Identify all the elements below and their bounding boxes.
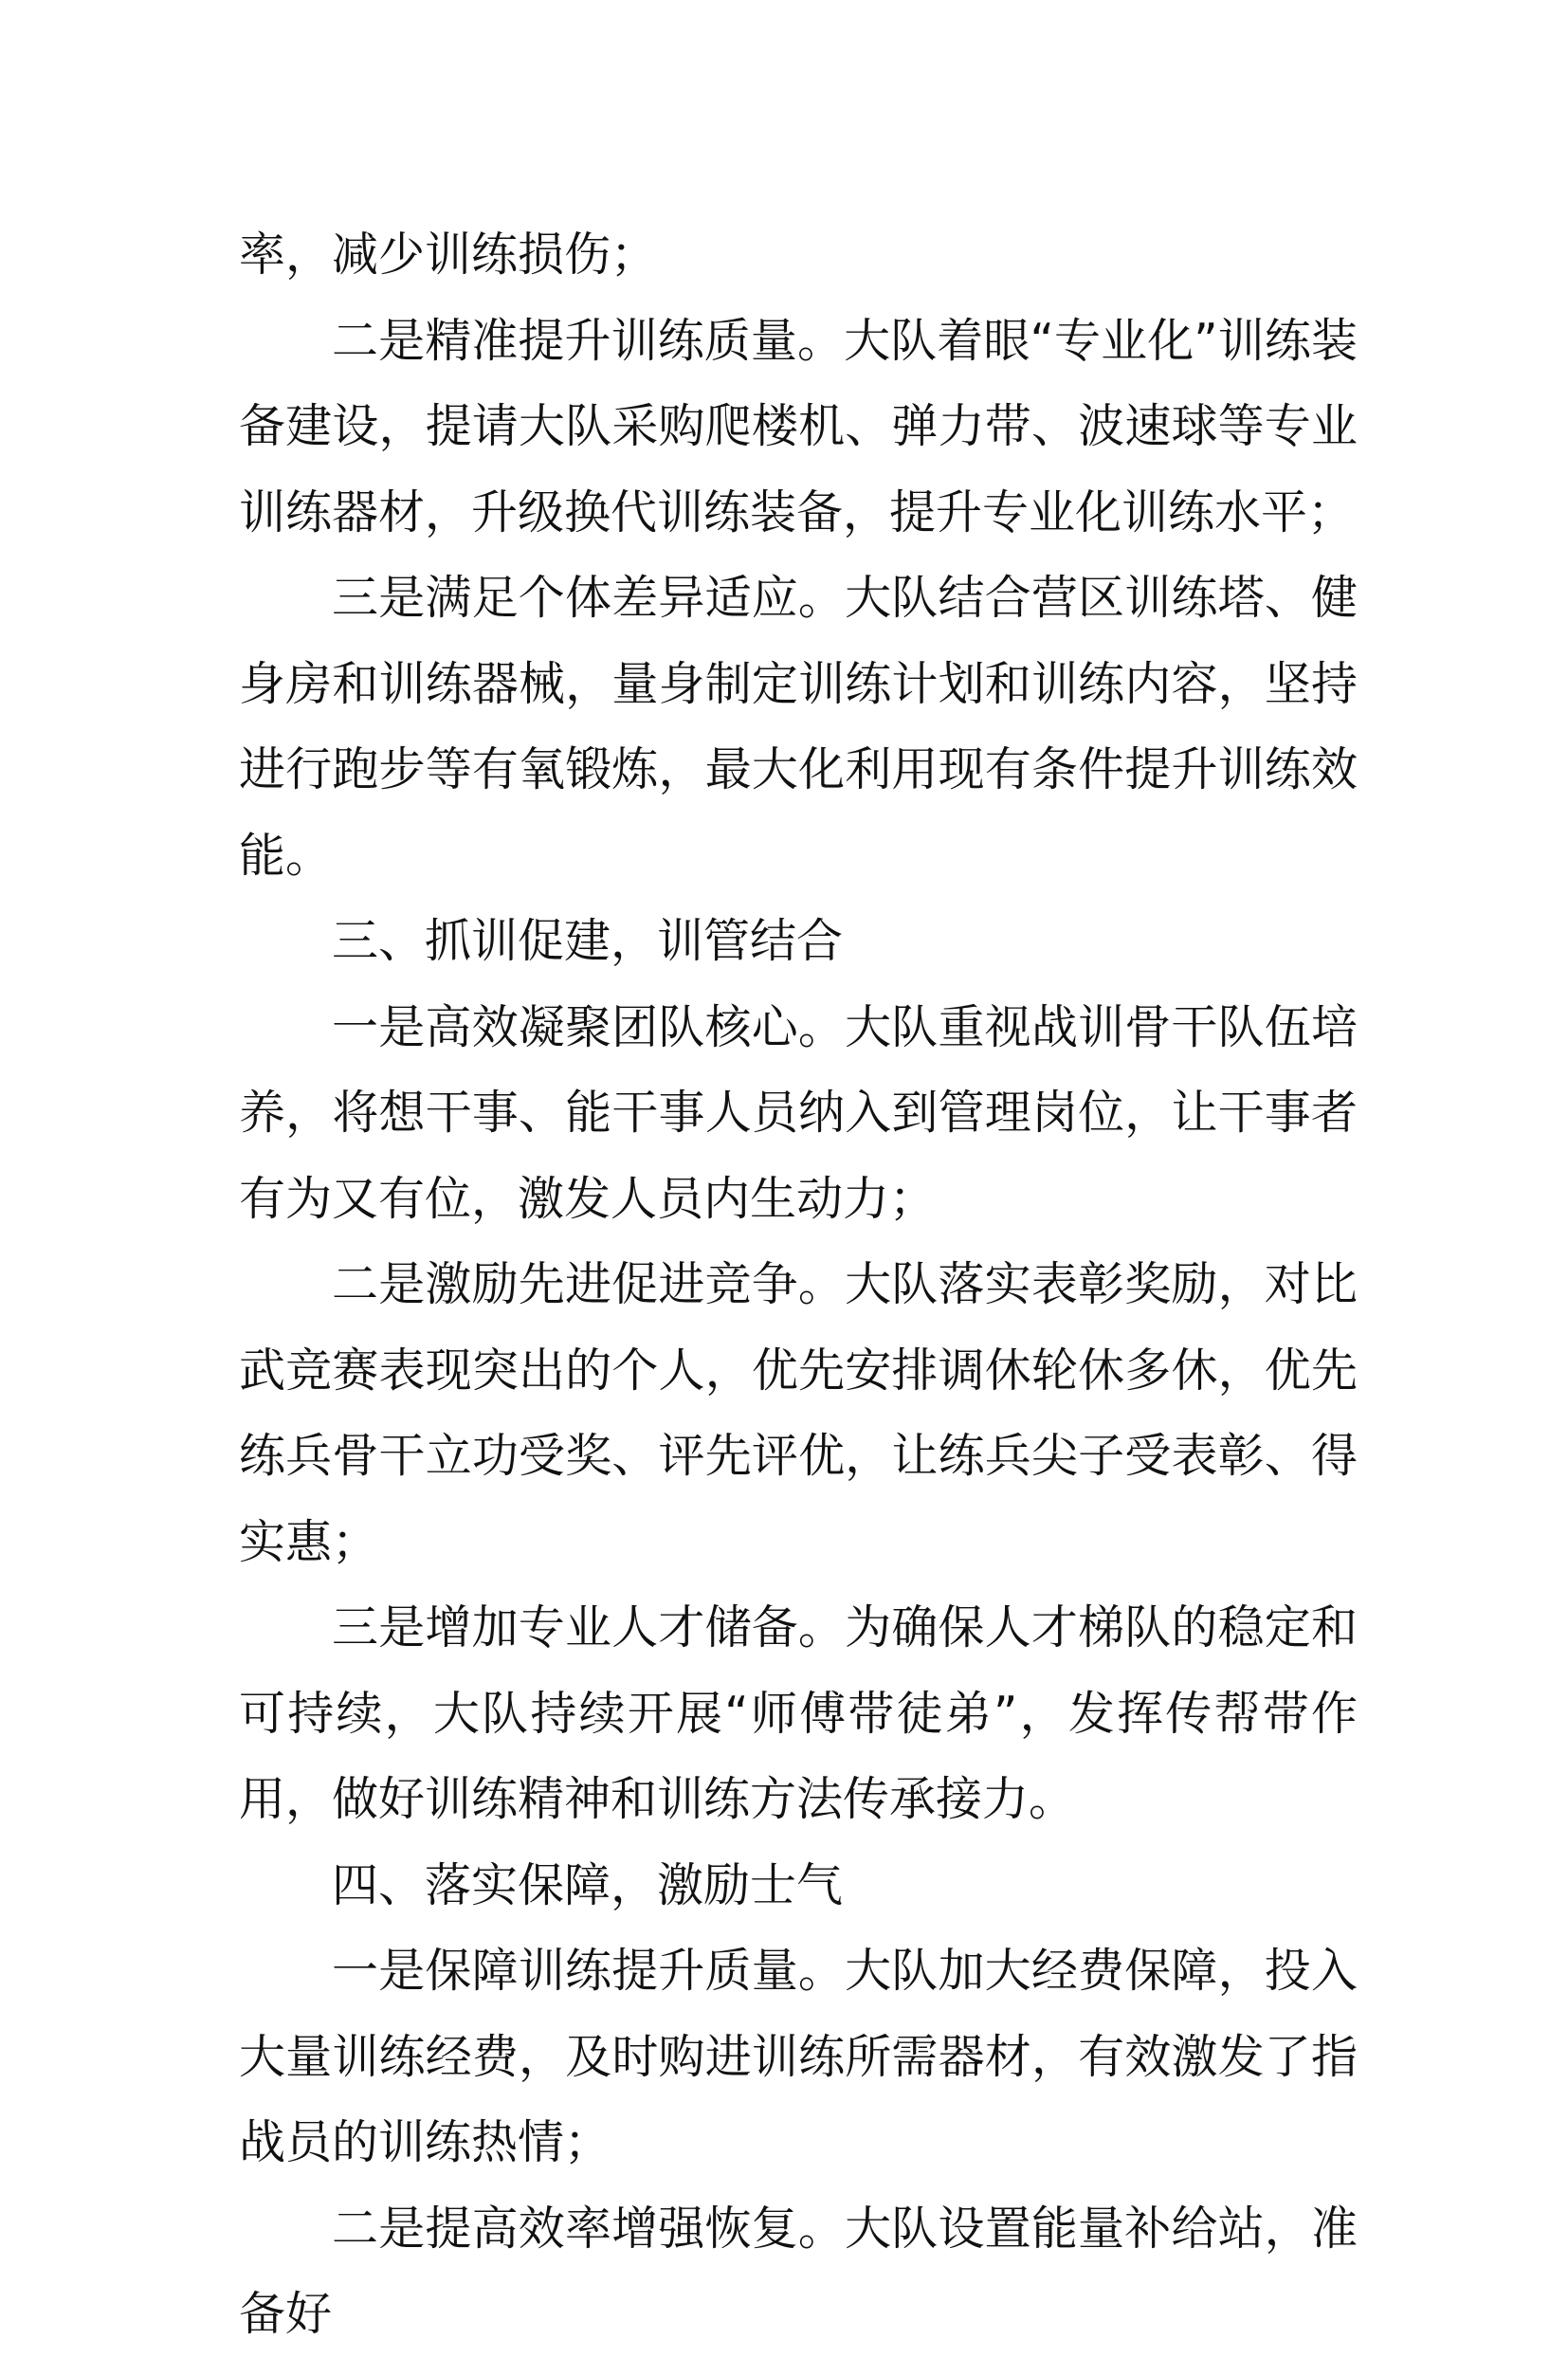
paragraph-talent-reserve: 三是增加专业人才储备。为确保人才梯队的稳定和可持续，大队持续开展“师傅带徒弟”，发挥传帮带作用，做好训练精神和训练方法传承接力。 [239,1600,1358,1826]
paragraph-incentive-competition: 二是激励先进促进竞争。大队落实表彰奖励，对比武竞赛表现突出的个人，优先安排调休轮休多休，优先练兵骨干立功受奖、评先评优，让练兵尖子受表彰、得实惠； [239,1257,1358,1569]
section-heading-3: 三、抓训促建，训管结合 [332,914,844,968]
section-heading-4: 四、落实保障，激励士气 [332,1857,844,1912]
document-body [239,212,1358,2358]
paragraph-team-core: 一是高效凝聚团队核心。大队重视战训骨干队伍培养，将想干事、能干事人员纳入到管理岗位，让干事者有为又有位，激发人员内生动力； [239,999,1358,1226]
paragraph-training-quality: 二是精准提升训练质量。大队着眼“专业化”训练装备建设，提请大队采购爬楼机、弹力带、波速球等专业训练器材，升级换代训练装备，提升专业化训练水平； [239,313,1358,539]
paragraph-continuation: 率，减少训练损伤； [239,228,658,282]
paragraph-training-support: 一是保障训练提升质量。大队加大经费保障，投入大量训练经费，及时购进训练所需器材，有效激发了指战员的训练热情； [239,1944,1358,2169]
paragraph-individual-differences: 三是满足个体差异适应。大队结合营区训练塔、健身房和训练器械，量身制定训练计划和训练内容，坚持进行跑步等有氧锻炼，最大化利用现有条件提升训练效能。 [239,571,1358,883]
paragraph-recovery-efficiency: 二是提高效率增强恢复。大队设置能量补给站，准备好 [239,2201,1358,2341]
